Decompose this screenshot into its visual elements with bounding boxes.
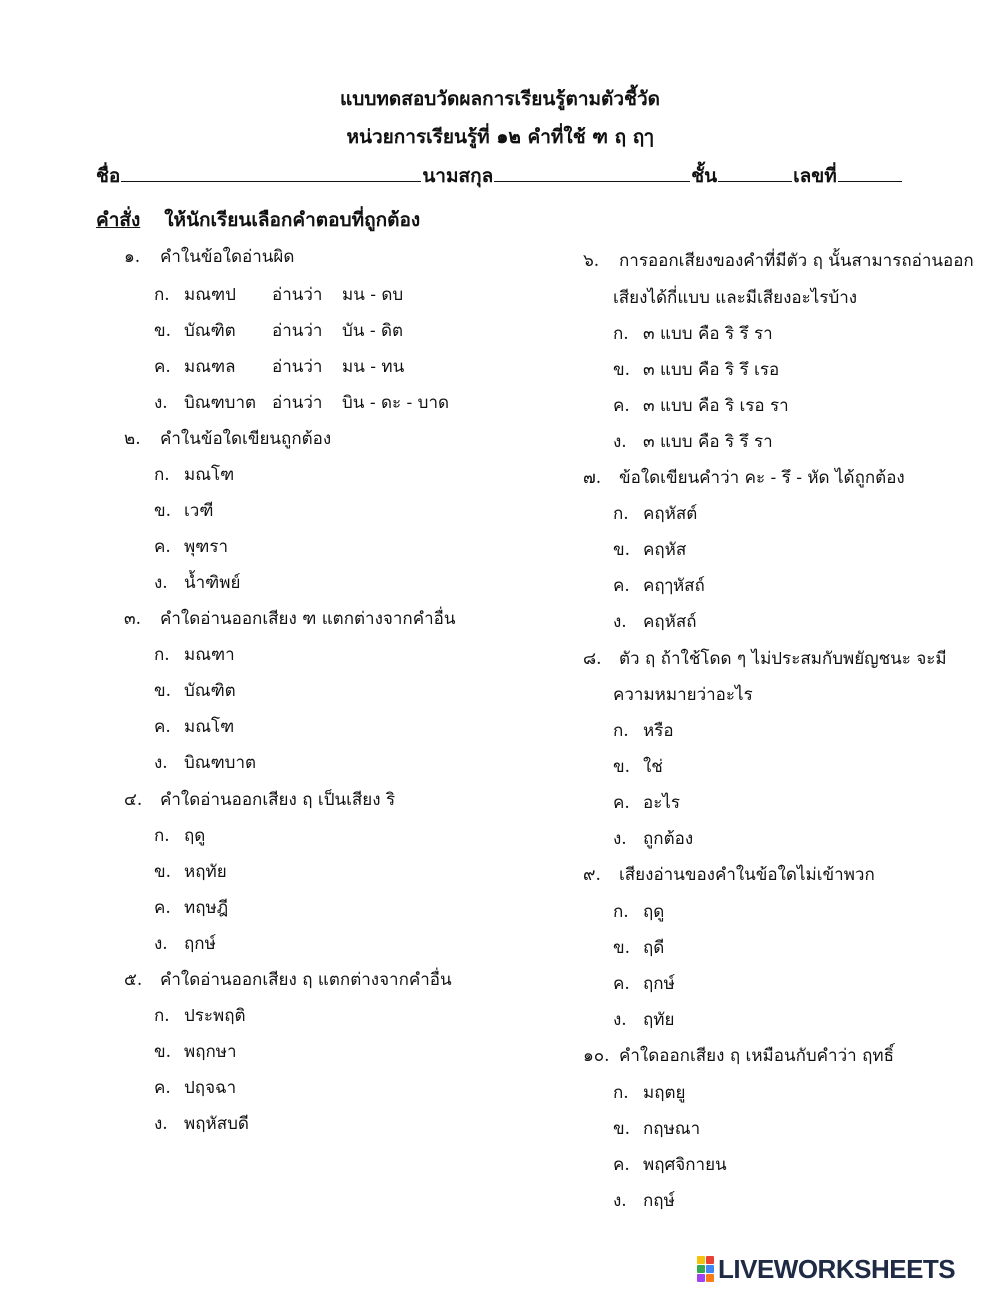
option[interactable] bbox=[613, 753, 663, 780]
option-letter: ก. bbox=[613, 1083, 629, 1103]
option-letter: ข. bbox=[613, 938, 631, 958]
question-number: ๔. bbox=[124, 790, 143, 810]
option[interactable] bbox=[154, 858, 227, 885]
option-word: ฤกษ์ bbox=[643, 974, 675, 994]
option-word: ๓ แบบ คือ ริ รึ เรอ bbox=[643, 360, 780, 380]
worksheet-subtitle: หน่วยการเรียนรู้ที่ ๑๒ คำที่ใช้ ฑ ฤ ฤๅ bbox=[346, 126, 654, 148]
option-letter: ง. bbox=[613, 432, 627, 452]
option[interactable] bbox=[154, 1038, 237, 1065]
option-word: พฤกษา bbox=[184, 1042, 237, 1062]
option-word: คฤหัส bbox=[643, 540, 687, 560]
option-reading: บัน - ดิต bbox=[342, 321, 404, 341]
option-letter: ข. bbox=[613, 757, 631, 777]
option-letter: ข. bbox=[154, 501, 172, 521]
option[interactable] bbox=[154, 317, 403, 344]
option[interactable] bbox=[154, 281, 403, 308]
class-label: ชั้น bbox=[691, 165, 718, 187]
question-3 bbox=[124, 605, 455, 632]
option-word: ถูกต้อง bbox=[643, 829, 694, 849]
question-number: ๑๐. bbox=[583, 1046, 610, 1066]
option-letter: ง. bbox=[613, 1191, 627, 1211]
option-letter: ค. bbox=[613, 396, 630, 416]
option-word: ทฤษฎี bbox=[184, 898, 229, 918]
option[interactable] bbox=[154, 713, 234, 740]
option-letter: ง. bbox=[613, 829, 627, 849]
option[interactable] bbox=[613, 825, 693, 852]
worksheet-title: แบบทดสอบวัดผลการเรียนรู้ตามตัวชี้วัด bbox=[340, 88, 660, 110]
option-word: คฤหัสต์ bbox=[643, 504, 698, 524]
option-letter: ง. bbox=[613, 1010, 627, 1030]
option[interactable] bbox=[154, 894, 228, 921]
surname-label: นามสกุล bbox=[422, 165, 494, 187]
option-letter: ก. bbox=[154, 826, 170, 846]
option[interactable] bbox=[154, 497, 213, 524]
option[interactable] bbox=[154, 353, 404, 380]
option[interactable] bbox=[154, 677, 236, 704]
option[interactable] bbox=[154, 461, 234, 488]
option[interactable] bbox=[154, 822, 205, 849]
option-word: ๓ แบบ คือ ริ รึ รา bbox=[643, 432, 773, 452]
option[interactable] bbox=[154, 641, 235, 668]
option-word: บิณฑบาต bbox=[184, 753, 257, 773]
surname-field[interactable] bbox=[494, 161, 690, 182]
option-word: เวฑี bbox=[184, 501, 214, 521]
question-5 bbox=[124, 966, 452, 993]
option-letter: ง. bbox=[154, 753, 168, 773]
instruction bbox=[96, 205, 420, 235]
option-word: พุฑรา bbox=[184, 537, 228, 557]
option-word: มฤตยู bbox=[643, 1083, 686, 1103]
question-10 bbox=[583, 1042, 894, 1069]
option[interactable] bbox=[154, 1074, 236, 1101]
option-letter: ก. bbox=[613, 902, 629, 922]
question-9 bbox=[583, 861, 875, 888]
option-letter: ค. bbox=[613, 793, 630, 813]
question-text: คำในข้อใดเขียนถูกต้อง bbox=[160, 429, 332, 449]
option-word: คฤๅหัสถ์ bbox=[643, 576, 705, 596]
option-word: บิณฑบาต bbox=[184, 393, 257, 413]
option-word: หรือ bbox=[643, 721, 674, 741]
option-word: มณฑป bbox=[184, 285, 236, 305]
question-text: คำใดอ่านออกเสียง ฑ แตกต่างจากคำอื่น bbox=[160, 609, 456, 629]
option-letter: ก. bbox=[154, 465, 170, 485]
option-letter: ค. bbox=[154, 1078, 171, 1098]
question-number: ๘. bbox=[583, 649, 602, 669]
question-text: เสียงอ่านของคำในข้อใดไม่เข้าพวก bbox=[619, 865, 875, 885]
option-word: อะไร bbox=[643, 793, 681, 813]
option-letter: ง. bbox=[154, 934, 168, 954]
option-letter: ค. bbox=[613, 1155, 630, 1175]
number-label: เลขที่ bbox=[793, 165, 837, 187]
option[interactable] bbox=[154, 749, 256, 776]
option-word: ปฤจฉา bbox=[184, 1078, 237, 1098]
option-letter: ค. bbox=[154, 357, 171, 377]
option-letter: ง. bbox=[154, 573, 168, 593]
option-word: บัณฑิต bbox=[184, 321, 236, 341]
option-letter: ก. bbox=[154, 645, 170, 665]
option[interactable] bbox=[613, 1115, 700, 1142]
option-word: มณโฑ bbox=[184, 465, 235, 485]
liveworksheets-logo[interactable] bbox=[697, 1255, 955, 1283]
option-letter: ง. bbox=[613, 612, 627, 632]
option-word: กฤษ์ bbox=[643, 1191, 675, 1211]
option-word: คฤหัสถ์ bbox=[643, 612, 697, 632]
option-word: ใช่ bbox=[643, 757, 663, 777]
question-text-continued: ความหมายว่าอะไร bbox=[613, 685, 753, 705]
option-letter: ข. bbox=[154, 321, 172, 341]
question-text: ตัว ฤ ถ้าใช้โดด ๆ ไม่ประสมกับพยัญชนะ จะมี bbox=[619, 649, 947, 669]
option[interactable] bbox=[613, 1079, 686, 1106]
option-word: ฤดู bbox=[184, 826, 206, 846]
option[interactable] bbox=[613, 356, 779, 383]
option[interactable] bbox=[613, 572, 705, 599]
option-word: ๓ แบบ คือ ริ เรอ รา bbox=[643, 396, 789, 416]
question-8 bbox=[583, 645, 947, 672]
question-text-continued: เสียงได้กี่แบบ และมีเสียงอะไรบ้าง bbox=[613, 288, 858, 308]
question-text: คำใดอ่านออกเสียง ฤ แตกต่างจากคำอื่น bbox=[160, 970, 452, 990]
question-number: ๕. bbox=[124, 970, 143, 990]
option-word: น้ำฑิพย์ bbox=[184, 573, 241, 593]
instruction-text: ให้นักเรียนเลือกคำตอบที่ถูกต้อง bbox=[164, 209, 421, 231]
option-word: ฤทัย bbox=[643, 1010, 675, 1030]
question-text: คำใดออกเสียง ฤ เหมือนกับคำว่า ฤทธิ์ bbox=[619, 1046, 894, 1066]
option[interactable] bbox=[154, 930, 216, 957]
option-letter: ค. bbox=[154, 537, 171, 557]
option[interactable] bbox=[613, 608, 697, 635]
option[interactable] bbox=[613, 320, 773, 347]
option-letter: ค. bbox=[613, 974, 630, 994]
option-word: พฤหัสบดี bbox=[184, 1114, 249, 1134]
option[interactable] bbox=[154, 533, 228, 560]
option-word: พฤศจิกายน bbox=[643, 1155, 727, 1175]
option[interactable] bbox=[154, 1002, 246, 1029]
option[interactable] bbox=[613, 1187, 675, 1214]
option-letter: ก. bbox=[154, 285, 170, 305]
option-connector: อ่านว่า bbox=[272, 357, 323, 377]
option-letter: ก. bbox=[613, 721, 629, 741]
option[interactable] bbox=[154, 569, 240, 596]
option-letter: ข. bbox=[613, 360, 631, 380]
question-number: ๙. bbox=[583, 865, 601, 885]
question-6 bbox=[583, 247, 974, 274]
option[interactable] bbox=[613, 898, 664, 925]
option-word: บัณฑิต bbox=[184, 681, 236, 701]
class-field[interactable] bbox=[718, 161, 792, 182]
option-word: ฤดี bbox=[643, 938, 665, 958]
option-word: ๓ แบบ คือ ริ รึ รา bbox=[643, 324, 773, 344]
option-connector: อ่านว่า bbox=[272, 285, 323, 305]
option-word: กฤษณา bbox=[643, 1119, 701, 1139]
question-number: ๗. bbox=[583, 468, 602, 488]
question-2 bbox=[124, 425, 331, 452]
option-letter: ข. bbox=[154, 1042, 172, 1062]
option-letter: ค. bbox=[613, 576, 630, 596]
option[interactable] bbox=[613, 717, 674, 744]
option[interactable] bbox=[613, 934, 664, 961]
option[interactable] bbox=[613, 428, 773, 455]
option-reading: มน - ดบ bbox=[342, 285, 404, 305]
question-number: ๓. bbox=[124, 609, 142, 629]
option[interactable] bbox=[154, 389, 449, 416]
option-letter: ข. bbox=[613, 540, 631, 560]
option[interactable] bbox=[154, 1110, 249, 1137]
option[interactable] bbox=[613, 789, 680, 816]
number-field[interactable] bbox=[838, 161, 902, 182]
question-1 bbox=[124, 243, 294, 270]
option-reading: มน - ทน bbox=[342, 357, 405, 377]
question-number: ๒. bbox=[124, 429, 141, 449]
option-word: หฤทัย bbox=[184, 862, 227, 882]
question-7 bbox=[583, 464, 905, 491]
option-letter: ข. bbox=[154, 681, 172, 701]
question-text: คำใดอ่านออกเสียง ฤ เป็นเสียง ริ bbox=[160, 790, 396, 810]
option-letter: ค. bbox=[154, 898, 171, 918]
option[interactable] bbox=[613, 392, 789, 419]
option-letter: ค. bbox=[154, 717, 171, 737]
name-label: ชื่อ bbox=[96, 165, 121, 187]
option[interactable] bbox=[613, 970, 675, 997]
option-letter: ก. bbox=[613, 324, 629, 344]
question-text: ข้อใดเขียนคำว่า คะ - รึ - หัด ได้ถูกต้อง bbox=[619, 468, 905, 488]
option[interactable] bbox=[613, 536, 686, 563]
liveworksheets-logo-text: LIVEWORKSHEETS bbox=[718, 1253, 956, 1284]
option-letter: ก. bbox=[154, 1006, 170, 1026]
option[interactable] bbox=[613, 500, 697, 527]
option-letter: ง. bbox=[154, 1114, 168, 1134]
option-letter: ง. bbox=[154, 393, 168, 413]
student-info-row bbox=[96, 161, 906, 191]
option-connector: อ่านว่า bbox=[272, 393, 323, 413]
option[interactable] bbox=[613, 1151, 727, 1178]
option-word: มณฑา bbox=[184, 645, 235, 665]
option-word: ประพฤติ bbox=[184, 1006, 246, 1026]
option[interactable] bbox=[613, 1006, 674, 1033]
option-word: มณโฑ bbox=[184, 717, 235, 737]
option-word: มณฑล bbox=[184, 357, 236, 377]
option-word: ฤดู bbox=[643, 902, 665, 922]
instruction-label: คำสั่ง bbox=[96, 209, 141, 231]
question-4 bbox=[124, 786, 395, 813]
option-connector: อ่านว่า bbox=[272, 321, 323, 341]
option-reading: บิน - ดะ - บาด bbox=[342, 393, 450, 413]
name-field[interactable] bbox=[121, 161, 421, 182]
question-text: การออกเสียงของคำที่มีตัว ฤ นั้นสามารถอ่านออก bbox=[619, 251, 974, 271]
question-text: คำในข้อใดอ่านผิด bbox=[160, 247, 295, 267]
option-letter: ก. bbox=[613, 504, 629, 524]
option-letter: ข. bbox=[613, 1119, 631, 1139]
option-word: ฤกษ์ bbox=[184, 934, 216, 954]
question-number: ๖. bbox=[583, 251, 600, 271]
option-letter: ข. bbox=[154, 862, 172, 882]
liveworksheets-logo-icon bbox=[697, 1256, 714, 1282]
question-number: ๑. bbox=[124, 247, 141, 267]
